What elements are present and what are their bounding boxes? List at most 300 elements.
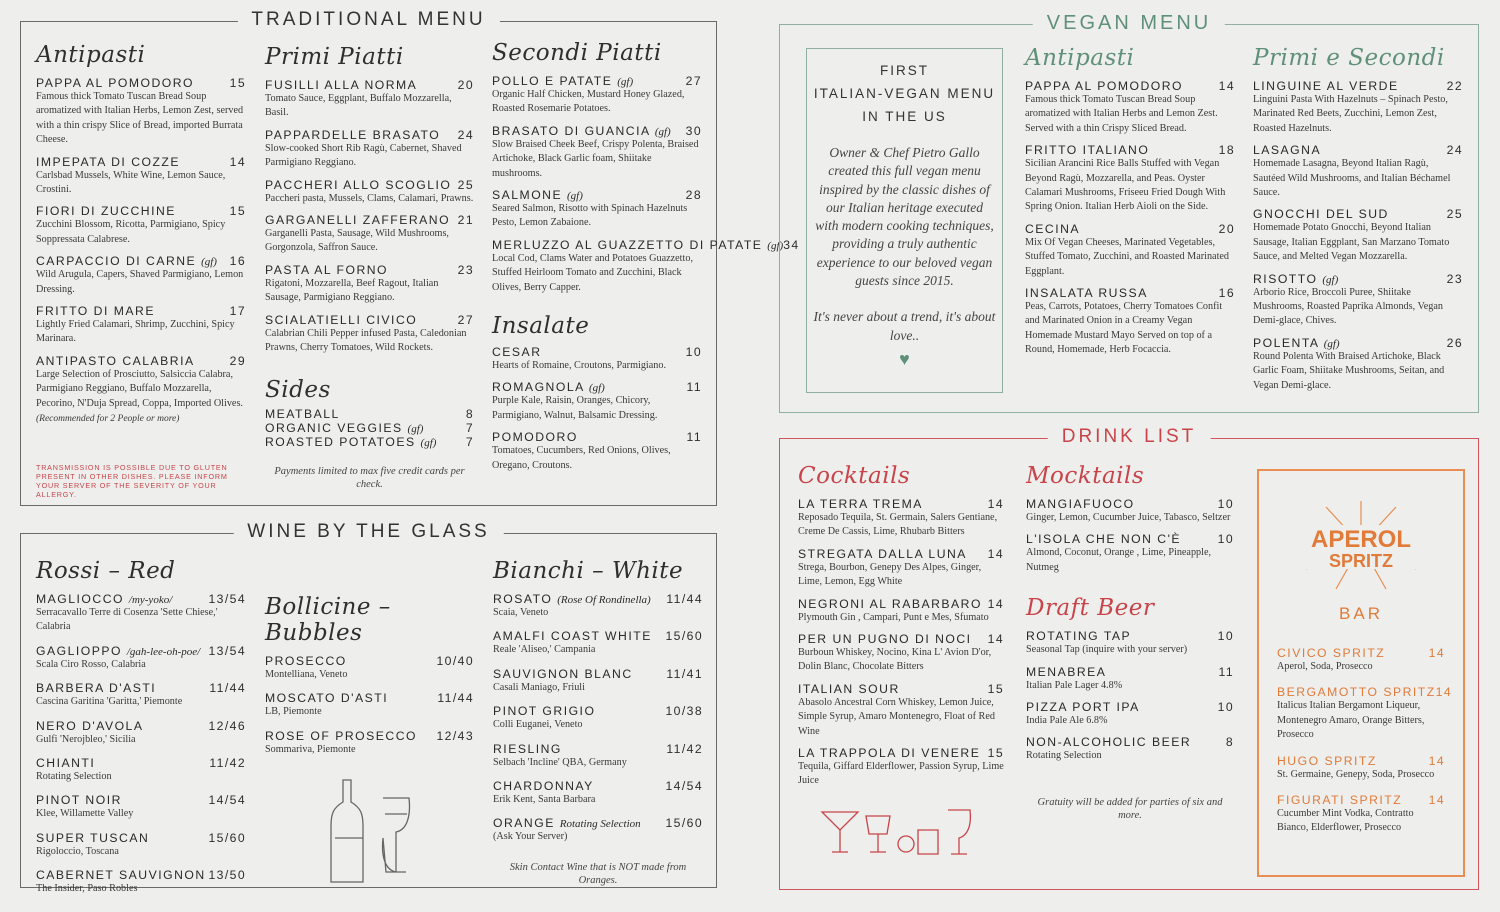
menu-item-name: PER UN PUGNO DI NOCI	[798, 632, 972, 647]
menu-item	[1277, 793, 1445, 836]
menu-item	[798, 682, 1004, 739]
menu-item-header	[1277, 793, 1445, 807]
menu-item-name: CARPACCIO DI CARNE (gf)	[36, 254, 217, 269]
menu-item-header	[492, 237, 800, 252]
menu-item-price: 10/38	[665, 704, 703, 719]
menu-item-price: 7	[465, 435, 474, 450]
menu-item	[1253, 272, 1463, 329]
wine-bubbles-section	[265, 594, 474, 766]
menu-item-name: CESAR	[492, 345, 542, 360]
menu-item-description: Sicilian Arancini Rice Balls Stuffed with Vegan Beyond Ragù, Mozzarella, and Peas. Oyster Calamari Mushrooms, Friseeu Fried Dough With Spring Onion. Italian Herb Aioli on the Side.	[1025, 158, 1226, 213]
menu-item-price: 15/60	[208, 830, 246, 845]
aperol-list	[1277, 646, 1453, 836]
menu-item-header	[1026, 665, 1234, 679]
menu-item-price: 11/44	[666, 592, 703, 606]
menu-item-description: (Ask Your Server)	[493, 831, 568, 843]
menu-item	[1253, 207, 1463, 264]
menu-item-header	[1253, 79, 1463, 93]
menu-item-description: Abasolo Ancestral Corn Whiskey, Lemon Juice, Simple Syrup, Amaro Montenegro, Float of Red Wine	[798, 696, 995, 737]
vegan-primi-section	[1253, 45, 1463, 400]
first-title-line-2: ITALIAN-VEGAN MENU	[813, 86, 996, 101]
menu-item	[36, 868, 246, 896]
menu-item-header	[265, 421, 474, 435]
menu-item-modifier: Rotating Selection	[559, 818, 641, 831]
menu-item-price: 14	[1428, 753, 1445, 768]
menu-item-header	[492, 188, 702, 202]
menu-item-header	[1277, 646, 1445, 660]
menu-item-price: 13/50	[208, 868, 246, 883]
menu-item	[1026, 735, 1234, 763]
menu-item-name: CHARDONNAY	[493, 779, 594, 794]
menu-item-description: Ginger, Lemon, Cucumber Juice, Tabasco, Seltzer	[1026, 512, 1231, 523]
menu-item-description: Seasonal Tap (inquire with your server)	[1026, 644, 1188, 656]
menu-item-description: Plymouth Gin , Campari, Punt e Mes, Sfumato	[798, 611, 989, 623]
menu-item-description: India Pale Ale 6.8%	[1026, 715, 1108, 727]
menu-item-price: 10	[1217, 629, 1234, 644]
menu-item-name: ITALIAN SOUR	[798, 681, 900, 696]
menu-item-description: Aperol, Soda, Prosecco	[1277, 661, 1373, 672]
menu-item-description: Homemade Potato Gnocchi, Beyond Italian Sausage, Italian Eggplant, San Marzano Tomato Sauce, and Melted Vegan Mozzarella.	[1253, 222, 1450, 263]
menu-item-description: LB, Piemonte	[265, 706, 322, 718]
menu-item-name: MENABREA	[1026, 664, 1107, 679]
menu-item	[1025, 79, 1235, 136]
menu-item	[798, 632, 1004, 675]
menu-item	[36, 793, 246, 821]
menu-item-price: 12/43	[436, 728, 474, 743]
menu-item-name: SAUVIGNON BLANC	[493, 666, 633, 681]
menu-item-price: 10	[685, 345, 702, 360]
menu-item-price: 11/44	[437, 691, 474, 706]
menu-item-name: SUPER TUSCAN	[36, 830, 150, 845]
menu-item-description: Mix Of Vegan Cheeses, Marinated Vegetables, Stuffed Tomato, Zucchini, and Roasted Marinated Eggplant.	[1025, 236, 1230, 277]
vegan-antipasti-section	[1025, 45, 1235, 365]
menu-item-description: Linguini Pasta With Hazelnuts – Spinach Pesto, Marinated Red Beets, Zucchini, Lemon Zest, Roasted Hazelnuts.	[1253, 94, 1448, 134]
menu-item-header	[493, 779, 703, 793]
menu-item-description: Rigatoni, Mozzarella, Beef Ragout, Italian Sausage, Parmigiano Reggiano.	[265, 277, 439, 304]
menu-item-description: Purple Kale, Raisin, Oranges, Chicory, Parmigiano, Walnut, Balsamic Dressing.	[492, 395, 658, 421]
aperol-list-wrap	[1259, 624, 1463, 836]
menu-item	[492, 380, 702, 423]
menu-item-price: 14	[1428, 646, 1445, 660]
menu-item-description: Almond, Coconut, Orange , Lime, Pineapple, Nutmeg	[1026, 547, 1212, 573]
menu-item-name: IMPEPATA DI COZZE	[36, 154, 180, 169]
menu-item-name: NON-ALCOHOLIC BEER	[1026, 735, 1192, 750]
trad-primi-list	[265, 78, 474, 355]
cocktails-section	[798, 463, 1004, 867]
menu-item-header	[1026, 532, 1234, 546]
menu-item	[1277, 754, 1445, 782]
menu-item	[798, 746, 1004, 789]
menu-item-name: MOSCATO D'ASTI	[265, 691, 389, 706]
menu-item-price: 30	[685, 123, 702, 138]
menu-item-header	[493, 629, 703, 643]
menu-item-price: 11	[1218, 664, 1234, 679]
menu-item-header	[798, 682, 1004, 696]
recommend-note: (Recommended for 2 People or more)	[36, 414, 180, 425]
menu-item-header	[265, 313, 474, 327]
menu-item	[1026, 665, 1234, 693]
menu-item-name: ANTIPASTO CALABRIA	[36, 353, 195, 368]
menu-item	[1025, 286, 1235, 358]
menu-item-modifier: (Rose Of Rondinella)	[557, 594, 651, 606]
menu-item-price: 11/42	[666, 741, 703, 756]
menu-item-price: 14	[1428, 793, 1445, 808]
menu-item	[265, 691, 474, 719]
menu-item-description: Sommariva, Piemonte	[265, 743, 356, 755]
traditional-menu-title: TRADITIONAL MENU	[237, 9, 499, 31]
menu-item-price: 11/41	[666, 666, 703, 681]
menu-item-description: Strega, Bourbon, Genepy Des Alpes, Ginger, Lime, Lemon, Egg White	[798, 561, 982, 588]
mocktails-section	[1026, 463, 1234, 822]
menu-item-header	[1253, 143, 1463, 157]
drink-list-title: DRINK LIST	[1048, 426, 1211, 448]
menu-item-name: CIVICO SPRITZ	[1277, 646, 1386, 660]
menu-item	[36, 204, 246, 247]
first-vegan-title	[813, 59, 996, 128]
menu-item-header	[1277, 754, 1445, 768]
menu-item	[492, 430, 702, 473]
menu-item-name: POLLO E PATATE (gf)	[492, 74, 634, 88]
mocktails-heading: Mocktails	[1026, 463, 1145, 489]
menu-item-description: Rigoloccio, Toscana	[36, 845, 119, 857]
menu-item-name: PAPPARDELLE BRASATO	[265, 127, 441, 142]
menu-item-header	[1025, 79, 1235, 93]
trad-primi-heading: Primi Piatti	[265, 44, 404, 70]
menu-item	[1026, 532, 1234, 575]
aperol-bar-label: BAR	[1339, 604, 1383, 623]
insalate-list	[492, 345, 702, 473]
menu-item-price: 14	[987, 497, 1004, 511]
menu-item-name: LASAGNA	[1253, 143, 1322, 158]
menu-item-price: 15	[229, 204, 246, 219]
menu-item-header	[493, 742, 703, 756]
menu-item-header	[1026, 497, 1234, 511]
trad-secondi-heading: Secondi Piatti	[492, 40, 662, 66]
first-title-line-1: FIRST	[880, 63, 929, 78]
beer-heading: Draft Beer	[1026, 595, 1155, 622]
menu-item-name: GARGANELLI ZAFFERANO	[265, 213, 451, 228]
menu-item-description: Klee, Willamette Valley	[36, 808, 134, 820]
menu-item-description: Paccheri pasta, Mussels, Clams, Calamari, Prawns.	[265, 192, 474, 204]
menu-item-description: Scala Ciro Rosso, Calabria	[36, 658, 146, 670]
menu-item-description: Cucumber Mint Vodka, Contratto Bianco, Elderflower, Prosecco	[1277, 808, 1414, 834]
trad-secondi-list	[492, 74, 800, 295]
menu-item-header	[36, 868, 246, 882]
menu-item-header	[798, 746, 1004, 760]
menu-item-description: Arborio Rice, Broccoli Puree, Shiitake Mushrooms, Roasted Paprika Almonds, Vegan Demi-glace, Chives.	[1253, 286, 1443, 327]
menu-item-header	[1277, 685, 1453, 700]
menu-item-header	[36, 254, 246, 268]
menu-item-name: ORGANIC VEGGIES (gf)	[265, 421, 424, 436]
menu-item-name: LA TRAPPOLA DI VENERE	[798, 746, 981, 761]
vegan-primi-list	[1253, 79, 1463, 393]
menu-item-description: Tequila, Giffard Elderflower, Passion Syrup, Lime Juice	[798, 761, 1004, 787]
menu-item-header	[798, 597, 1004, 611]
menu-item	[1026, 497, 1234, 525]
first-vegan-love: It's never about a trend, it's about love..	[813, 309, 996, 343]
menu-item-name: AMALFI COAST WHITE	[493, 629, 652, 644]
menu-item-price: 10/40	[436, 654, 474, 668]
menu-item-description: Italicus Italian Bergamont Liqueur, Montenegro Amaro, Orange Bitters, Prosecco	[1277, 700, 1425, 741]
menu-item-description: Zucchini Blossom, Ricotta, Parmigiano, Spicy Soppressata Calabrese.	[36, 219, 226, 245]
menu-item-price: 11/44	[209, 681, 246, 696]
menu-item-header	[36, 756, 246, 770]
sides-heading: Sides	[265, 377, 331, 404]
menu-item-modifier: (gf)	[407, 423, 424, 436]
menu-item-header	[265, 263, 474, 277]
menu-item-price: 14/54	[665, 779, 703, 794]
menu-item-price: 15/60	[665, 816, 703, 831]
menu-item	[36, 354, 246, 411]
menu-item-header	[265, 213, 474, 227]
cocktail-glasses-illustration	[818, 802, 988, 862]
menu-item-header	[36, 592, 246, 606]
menu-item-header	[265, 654, 474, 668]
menu-item-description: Scaia, Veneto	[493, 607, 549, 618]
menu-item-price: 17	[229, 304, 246, 319]
menu-item-header	[1026, 629, 1234, 643]
wine-white-heading: Bianchi – White	[493, 558, 684, 584]
skin-contact-note: Skin Contact Wine that is NOT made from Oranges.	[509, 861, 687, 886]
menu-item-header	[1025, 222, 1235, 236]
menu-item-header	[36, 155, 246, 169]
wine-panel	[20, 521, 717, 895]
menu-item	[492, 124, 702, 181]
menu-item-header	[265, 435, 474, 449]
menu-item-price: 18	[1218, 143, 1235, 158]
menu-item	[493, 629, 703, 657]
menu-item-price: 34	[783, 237, 800, 252]
menu-item-modifier: (gf)	[767, 239, 784, 252]
menu-item	[265, 435, 474, 449]
traditional-menu-panel	[20, 9, 800, 506]
menu-item	[1026, 700, 1234, 728]
menu-item-modifier: (gf)	[588, 382, 605, 395]
menu-item-header	[36, 793, 246, 807]
menu-item-price: 24	[457, 127, 474, 142]
menu-item-price: 23	[457, 262, 474, 277]
trad-antipasti-list	[36, 76, 246, 411]
menu-item-header	[265, 407, 474, 421]
menu-item-price: 8	[1225, 735, 1234, 750]
menu-item-name: NERO D'AVOLA	[36, 718, 144, 733]
menu-item-description: Italian Pale Lager 4.8%	[1026, 679, 1123, 691]
menu-item-modifier: (gf)	[201, 256, 217, 269]
menu-item-description: Famous thick Tomato Tuscan Bread Soup aromatized with Italian Herbs and Lemon Zest. Served with a thin Crispy Sliced Bread.	[1025, 94, 1218, 134]
menu-item-price: 14	[987, 596, 1004, 611]
menu-item-price: 25	[1446, 207, 1463, 222]
aperol-logo-bottom-text: SPRITZ	[1328, 551, 1394, 571]
menu-item-header	[798, 632, 1004, 646]
menu-item-name: ROMAGNOLA (gf)	[492, 380, 605, 395]
menu-item	[1025, 222, 1235, 279]
menu-item-name: RISOTTO (gf)	[1253, 271, 1339, 286]
menu-item-header	[36, 76, 246, 90]
menu-item-price: 11/42	[209, 756, 246, 771]
menu-item-description: Rotating Selection	[1026, 750, 1102, 762]
first-vegan-box	[806, 48, 1003, 393]
menu-item	[36, 681, 246, 709]
heart-icon: ♥	[899, 348, 910, 369]
menu-item-name: ROASTED POTATOES (gf)	[265, 435, 437, 450]
wine-title: WINE BY THE GLASS	[233, 521, 503, 543]
menu-item-header	[492, 345, 702, 359]
menu-item-price: 25	[457, 177, 474, 192]
menu-item-price: 14/54	[208, 793, 246, 808]
menu-item	[265, 213, 474, 256]
wine-bubbles-heading: Bollicine – Bubbles	[265, 594, 391, 646]
menu-item-description: Hearts of Romaine, Croutons, Parmigiano.	[492, 360, 667, 372]
menu-item-name: SALMONE (gf)	[492, 188, 583, 203]
menu-item-modifier: /my-yoko/	[128, 594, 173, 606]
menu-item-description: Round Polenta With Braised Artichoke, Black Garlic Foam, Shiitake Mushrooms, Seitan, and Vegan Demi-glace.	[1253, 350, 1445, 391]
menu-item	[1026, 629, 1234, 657]
menu-item-price: 20	[457, 78, 474, 92]
menu-item-header	[1253, 336, 1463, 350]
menu-item-price: 23	[1446, 271, 1463, 286]
menu-item-price: 15	[987, 746, 1004, 761]
menu-item	[1025, 143, 1235, 215]
menu-item-header	[265, 178, 474, 192]
menu-item-description: Peas, Carrots, Potatoes, Cherry Tomatoes Confit and Marinated Onion in a Creamy Vegan Homemade Mustard Mayo Served on top of a Round, Homemade, Herb Focaccia.	[1025, 301, 1223, 356]
menu-item-price: 14	[229, 154, 246, 169]
menu-item-price: 10	[1217, 700, 1234, 715]
menu-item-description: Serracavallo Terre di Cosenza 'Sette Chiese,' Calabria	[36, 607, 218, 633]
trad-antipasti-section	[36, 42, 246, 499]
trad-primi-section	[265, 44, 474, 491]
menu-item-name: BRASATO DI GUANCIA (gf)	[492, 123, 671, 138]
menu-item-name: FRITTO DI MARE	[36, 304, 155, 319]
menu-item-name: MEATBALL	[265, 407, 340, 422]
menu-item-name: GNOCCHI DEL SUD	[1253, 207, 1389, 222]
menu-item-price: 10	[1217, 532, 1234, 547]
menu-item-description: St. Germaine, Genepy, Soda, Prosecco	[1277, 768, 1435, 780]
menu-item-description: Seared Salmon, Risotto with Spinach Hazelnuts Pesto, Lemon Zabaione.	[492, 203, 688, 229]
menu-item	[36, 831, 246, 859]
mocktails-list	[1026, 497, 1234, 575]
menu-item	[1277, 646, 1445, 674]
menu-item-name: FIORI DI ZUCCHINE	[36, 204, 176, 219]
trad-antipasti-heading: Antipasti	[36, 42, 146, 68]
menu-item-header	[1025, 143, 1235, 157]
menu-item-modifier: (gf)	[617, 76, 634, 88]
menu-item	[265, 729, 474, 757]
menu-item	[265, 78, 474, 121]
menu-item-header	[265, 691, 474, 705]
menu-item-description: Selbach 'Incline' QBA, Germany	[493, 756, 627, 768]
menu-item	[36, 644, 246, 672]
menu-item	[265, 421, 474, 435]
menu-item	[1253, 143, 1463, 200]
menu-item-name: POMODORO	[492, 430, 578, 445]
vegan-antipasti-heading: Antipasti	[1025, 45, 1135, 71]
menu-item-price: 10	[1217, 497, 1234, 511]
aperol-spritz-logo	[1296, 499, 1426, 591]
menu-item-description: Rotating Selection	[36, 771, 112, 783]
menu-item-name: HUGO SPRITZ	[1277, 753, 1377, 768]
menu-item-description: The Insider, Paso Robles	[36, 883, 138, 895]
wine-red-heading: Rossi – Red	[36, 558, 176, 584]
menu-item-name: INSALATA RUSSA	[1025, 286, 1148, 301]
menu-item-description: Reposado Tequila, St. Germain, Salers Gentiane, Creme De Cassis, Lime, Rhubarb Bitters	[798, 512, 998, 538]
menu-item-name: FIGURATI SPRITZ	[1277, 793, 1403, 808]
menu-item-name: PINOT NOIR	[36, 793, 122, 808]
menu-item-price: 22	[1446, 79, 1463, 93]
menu-item-header	[36, 831, 246, 845]
first-vegan-body: Owner & Chef Pietro Gallo created this full vegan menu inspired by the classic dishes of our Italian heritage executed with modern cooking techniques, providing a truly authentic experience to our beloved vegan guests since 2015.	[815, 145, 994, 289]
menu-item-description: Wild Arugula, Capers, Shaved Parmigiano, Lemon Dressing.	[36, 269, 244, 295]
menu-item	[798, 497, 1004, 540]
menu-item-name: MAGLIOCCO /my-yoko/	[36, 592, 173, 606]
menu-item-name: GAGLIOPPO /gah-lee-oh-poe/	[36, 643, 201, 658]
menu-item-price: 11	[686, 430, 702, 445]
menu-item-name: CECINA	[1025, 221, 1081, 236]
menu-item-header	[493, 667, 703, 681]
menu-item-modifier: (gf)	[1322, 273, 1339, 286]
menu-item-description: Erik Kent, Santa Barbara	[493, 794, 596, 806]
trad-secondi-section	[492, 40, 800, 480]
menu-item-price: 14	[987, 546, 1004, 561]
insalate-heading: Insalate	[492, 313, 590, 340]
menu-item-name: POLENTA (gf)	[1253, 335, 1340, 350]
menu-item-header	[493, 592, 703, 606]
menu-item-name: PACCHERI ALLO SCOGLIO	[265, 177, 452, 192]
menu-item	[493, 742, 703, 770]
menu-item-header	[1253, 272, 1463, 286]
menu-item	[36, 592, 246, 635]
menu-item	[493, 592, 703, 620]
menu-item-header	[36, 204, 246, 218]
menu-item	[1253, 79, 1463, 136]
menu-item-price: 28	[685, 188, 702, 203]
menu-item-name: CABERNET SAUVIGNON	[36, 868, 206, 883]
menu-item-name: ORANGE Rotating Selection	[493, 816, 641, 831]
menu-item	[36, 304, 246, 347]
menu-item-name: PINOT GRIGIO	[493, 704, 596, 719]
menu-item-name: PAPPA AL POMODORO	[1025, 79, 1184, 93]
menu-item-name: STREGATA DALLA LUNA	[798, 546, 967, 561]
menu-item-price: 16	[1218, 286, 1235, 301]
menu-item-price: 29	[229, 353, 246, 368]
menu-item-header	[265, 128, 474, 142]
menu-item-modifier: (gf)	[420, 437, 437, 450]
menu-item-description: Casali Maniago, Friuli	[493, 681, 585, 693]
menu-item-name: PASTA AL FORNO	[265, 262, 389, 277]
menu-item	[36, 254, 246, 297]
menu-item-price: 8	[465, 407, 474, 422]
menu-item-header	[493, 816, 703, 830]
menu-item	[265, 128, 474, 171]
menu-item-description: Tomato Sauce, Eggplant, Buffalo Mozzarella, Basil.	[265, 93, 452, 119]
payments-note: Payments limited to max five credit cards per check.	[274, 466, 465, 491]
menu-item-description: Lightly Fried Calamari, Shrimp, Zucchini, Spicy Marinara.	[36, 319, 235, 345]
menu-item-name: ROSE OF PROSECCO	[265, 728, 417, 743]
menu-item-header	[36, 354, 246, 368]
menu-item-description: Local Cod, Clams Water and Potatoes Guazzetto, Stuffed Heirloom Tomato and Zucchini, Black Olives, Berry Capper.	[492, 252, 693, 293]
menu-item-price: 24	[1446, 143, 1463, 158]
aperol-logo	[1259, 499, 1463, 596]
menu-item	[493, 816, 703, 844]
menu-item-name: RIESLING	[493, 741, 562, 756]
menu-item-description: Tomatoes, Cucumbers, Red Onions, Olives, Oregano, Croutons.	[492, 445, 671, 471]
menu-item	[492, 345, 702, 373]
menu-item-name: FUSILLI ALLA NORMA	[265, 78, 418, 92]
menu-item-header	[1253, 207, 1463, 221]
menu-item-name: L'ISOLA CHE NON C'È	[1026, 532, 1182, 547]
menu-item	[265, 263, 474, 306]
menu-item-name: LINGUINE AL VERDE	[1253, 79, 1399, 93]
menu-item-description: Cascina Garitina 'Garitta,' Piemonte	[36, 696, 183, 708]
